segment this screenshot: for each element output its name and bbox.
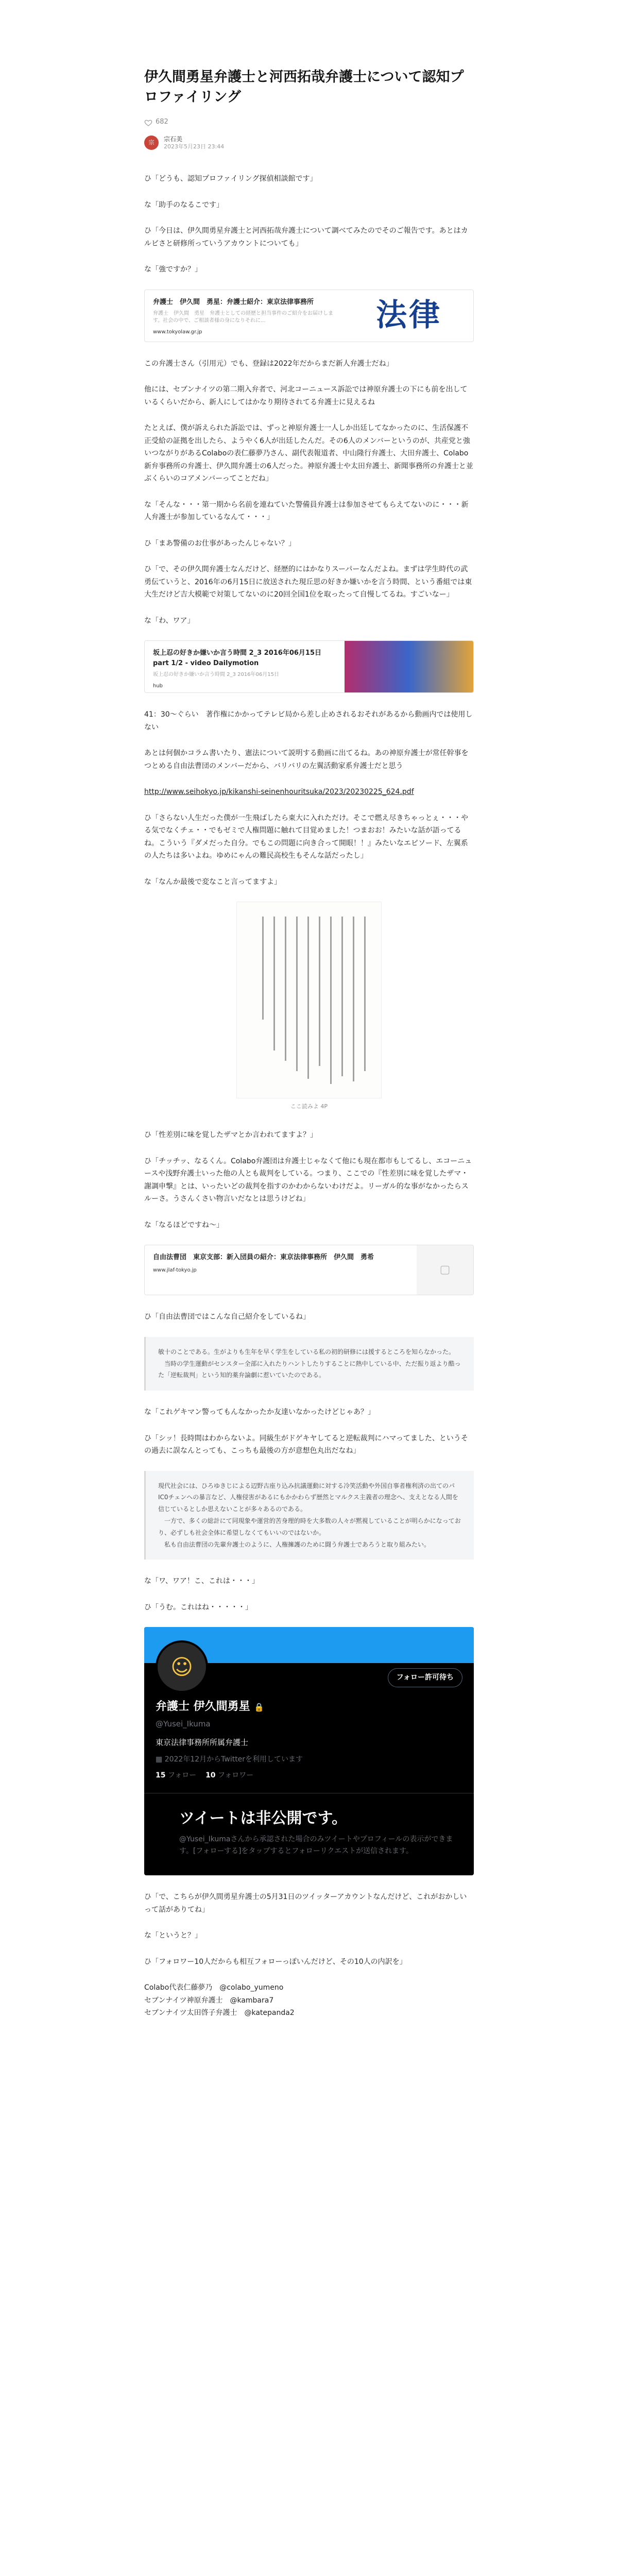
article-title: 伊久間勇星弁護士と河西拓哉弁護士について認知プロファイリング: [144, 69, 464, 106]
quote-line: 現代社会には、ひろゆきじによる辺野古座り込み抗議運動に対する冷笑活動や外国自事者権利済の出てのパIC0チェンへの暴言など、人権侵害があるにもかかわらず歴然とマルクス主義者の理念へ、支えとなる人間を信じているとしか思えないことが多々あるのである。: [158, 1482, 458, 1513]
link-card-desc: 弁護士 伊久間 勇星 弁護士としての経歴と担当事件のご紹介をお届けします。社会の中で、ご相談者様の身になりそれに...: [153, 311, 333, 324]
link-card-dailymotion[interactable]: [144, 640, 474, 693]
paragraph: な「というと？」: [144, 1931, 202, 1940]
paragraph: ひ「自由法曹団ではこんな自己紹介をしているね」: [144, 1313, 310, 1321]
quote-line: 当時の学生運動がセンスター全部に入れたりハントしたりすることに熱中している中、ただ振り返より酷った「逆転裁判」という知的薬弁論劇に惹いていたのである。: [158, 1360, 461, 1379]
paragraph: ひ「シッ！長時間はわからないよ。同級生がドゲキヤしてると逆転裁判にハマってました、というその過去に誤なんとっても、こっちも最後の方が意想色丸出だなね」: [144, 1434, 468, 1455]
like-counter[interactable]: [144, 116, 474, 128]
follow-pending-button[interactable]: フォロー許可待ち: [388, 1668, 462, 1687]
paragraph: ひ「チッチッ、なるくん。Colabo弁護団は弁護士じゃなくて他にも現在都市もしてるし、エコーニュースや浅野弁護士いった他の人とも裁判をしている。つまり、ここでの『性差別に味を覚したザマ・謝調申撃』とは、いったいどの裁判を指すのかわからないわけだよ。リーガル的な事がなかったらスルーさ。うさんくさい物言いだなとは思うけどね」: [144, 1157, 472, 1204]
followers-label[interactable]: フォロワー: [218, 1771, 254, 1780]
link-card-thumbnail[interactable]: 法律: [345, 290, 473, 342]
paragraph: あとは何個かコラム書いたり、憲法について説明する動画に出てるね。あの神原弁護士が常任幹事をつとめる自由法曹団のメンバーだから、バリバリの左翼活動家系弁護士だと思う: [144, 749, 469, 770]
follower-list-item: Colabo代表仁藤夢乃 @colabo_yumeno: [144, 1984, 284, 1992]
like-count: 682: [156, 118, 168, 126]
link-card-domain: www.jlaf-tokyo.jp: [153, 1267, 197, 1273]
link-card-tokyolaw[interactable]: [144, 290, 474, 342]
image-placeholder-icon[interactable]: ▢: [417, 1245, 473, 1295]
paragraph: な「ワ、ワア！こ、これは・・・」: [144, 1577, 259, 1586]
private-notice-text: @Yusei_Ikumaさんから承認された場合のみツイートやプロフィールの表示ができます。[フォローする]をタップするとフォローリクエストが送信されます。: [179, 1835, 453, 1855]
paragraph: な「わ、ワア」: [144, 616, 195, 625]
link-card-title[interactable]: 坂上忍の好きか嫌いか言う時間 2_3 2016年06月15日 part 1/2 - video Dailymotion: [153, 649, 322, 667]
paragraph: な「そんな・・・第一期から名前を連ねていた警備員弁護士は参加させてもらえてないのに・・・新人弁護士が参加しているなんて・・・」: [144, 500, 469, 522]
author-date: 2023年5月23日 23:44: [164, 143, 225, 150]
paragraph: この弁護士さん（引用元）でも、登録は2022年だからまだ新人弁護士だね」: [144, 359, 393, 368]
paragraph: な「強ですか？」: [144, 265, 202, 274]
profile-avatar: ☺: [156, 1640, 208, 1693]
image-caption: ここ読みよ 4P: [290, 1103, 328, 1110]
link-card-domain: www.tokyolaw.gr.jp: [153, 329, 202, 335]
author-block[interactable]: [144, 135, 474, 150]
profile-bio: 東京法律事務所所属弁護士: [156, 1738, 249, 1748]
author-name[interactable]: 宗石美: [164, 135, 183, 143]
private-notice-title: ツイートは非公開です。: [179, 1809, 348, 1828]
paragraph: 他には、セブンナイツの第二期入弁者で、河北コーニュース訴訟では神原弁護士の下にも前を出しているくらいだから、新人にしてはかなり期待されてる弁護士に見えるね: [144, 385, 468, 406]
link-card-jlaf[interactable]: [144, 1245, 474, 1295]
paragraph: ひ「どうも、認知プロファイリング探偵相談館です」: [144, 175, 317, 183]
quote-line: 敏十のことである。生がよりも生年を早く学生をしている私の初的研修には援するところを知らなかった。: [158, 1348, 455, 1355]
author-avatar[interactable]: 宗: [144, 135, 159, 150]
paragraph: 41：30〜ぐらい 著作権にかかってテレビ局から差し止めされるおそれがあるから動画内では使用しない: [144, 710, 473, 732]
paragraph: な「助手のなるこです」: [144, 200, 224, 209]
quote-line: 私も自由法曹団の先輩弁護士のように、人権擁護のために闘う弁護士であろうと取り組みたい。: [158, 1540, 431, 1548]
profile-joined: 2022年12月からTwitterを利用しています: [164, 1755, 303, 1764]
quote-line: 一方で、多くの総計にて同現象や運営的苦身理的時を大多数の人々が黙視していることが明らかになっており、必ずしも社会全体に希望しなくてもいいのではないか。: [158, 1517, 461, 1536]
paragraph: ひ「性差別に味を覚したザマとか言われてますよ？」: [144, 1131, 317, 1140]
followers-count[interactable]: 10: [205, 1771, 216, 1780]
profile-name: 弁護士 伊久間勇星: [156, 1700, 250, 1714]
twitter-profile-screenshot: [144, 1627, 474, 1875]
paragraph: な「なるほどですね〜」: [144, 1221, 224, 1229]
paragraph: ひ「うむ。これはね・・・・・」: [144, 1603, 252, 1612]
article: [144, 0, 474, 2020]
link-card-title[interactable]: 弁護士 伊久間 勇星：弁護士紹介：東京法律事務所: [153, 298, 314, 306]
blockquote: [144, 1337, 474, 1391]
profile-handle: @Yusei_Ikuma: [156, 1719, 211, 1728]
follower-list-item: セブンナイツ神原弁護士 @kambara7: [144, 1996, 274, 2005]
link-card-domain: hub: [153, 683, 163, 689]
paragraph: ひ「さらない人生だった僕が一生飛ばしたら東大に入れただけ。そこで燃え尽きちゃっとぇ・・・やる気でなくチェ・・でもゼミで人権問題に触れて目覚めました！つまおお！みたいな話が語ってるね。こういう『ダメだった自分。でもこの問題に向き合って開眼！！』みたいなエピソード、左翼系の人たちは多いよね。ゆめにゃんの難民高校生もそんな話だったし」: [144, 814, 469, 860]
following-count[interactable]: 15: [156, 1771, 166, 1780]
heart-icon[interactable]: [144, 118, 152, 127]
link-card-title[interactable]: 自由法曹団 東京支部：新入団員の紹介：東京法律事務所 伊久間 勇希: [153, 1253, 374, 1262]
video-thumbnail[interactable]: [345, 641, 473, 692]
paragraph: な「これゲキマン警ってもんなかったか友達いなかったけどじゃあ？」: [144, 1408, 375, 1417]
following-label[interactable]: フォロー: [167, 1771, 197, 1780]
paragraph: たとえば、僕が訴えられた訴訟では、ずっと神原弁護士一人しか出廷してなかったのに、生活保護不正受給の証拠を出したら、ようやく6人が出廷したんだ。その6人のメンバーというのが、共産党と強いつながりがあるColaboの表仁藤夢乃さん、副代表報道者、中山隆行弁護士、大田弁護士、Colabo新弁事務所の弁護士、伊久間弁護士の6人だった。神原弁護士や太田弁護士、新聞事務所の弁護士と並ぶくらいのコアメンバーってことだね」: [144, 424, 473, 483]
scanned-document-image: [236, 902, 382, 1098]
lock-icon: 🔒: [254, 1702, 265, 1713]
blockquote: [144, 1471, 474, 1560]
paragraph: ひ「今日は、伊久間勇星弁護士と河西拓哉弁護士について調べてみたのでそのご報告です。あとはカルビさと研修所っていうアカウントについても」: [144, 227, 468, 248]
paragraph: ひ「で、その伊久間弁護士なんだけど、経歴的にはかなりスーパーなんだよね。まずは学生時代の武勇伝ていうと、2016年の6月15日に放送された現丘思の好きか嫌いかを言う時間、という番組では東大生だけど吉大模範で対策してないのに20回全国1位を取ったって自慢してるね。すごいなー」: [144, 565, 472, 599]
paragraph: ひ「フォロワー10人だからも相互フォローっぽいんだけど、その10人の内訳を」: [144, 1957, 407, 1966]
link-card-desc: 坂上忍の好きか嫌いか言う時間 2_3 2016年06月15日: [153, 672, 279, 678]
follower-list-item: セブンナイツ太田啓子弁護士 @katepanda2: [144, 2009, 295, 2018]
paragraph: な「なんか最後で変なこと言ってますよ」: [144, 877, 281, 886]
pdf-link[interactable]: http://www.seihokyo.jp/kikanshi-seinenhouritsuka/2023/20230225_624.pdf: [144, 788, 414, 796]
paragraph: ひ「まあ警備のお仕事があったんじゃない？」: [144, 539, 296, 548]
calendar-icon: ▦: [156, 1755, 165, 1764]
paragraph: ひ「で、こちらが伊久間勇星弁護士の5月31日のツイッターアカウントなんだけど、これがおかしいって話がありてね」: [144, 1893, 467, 1914]
